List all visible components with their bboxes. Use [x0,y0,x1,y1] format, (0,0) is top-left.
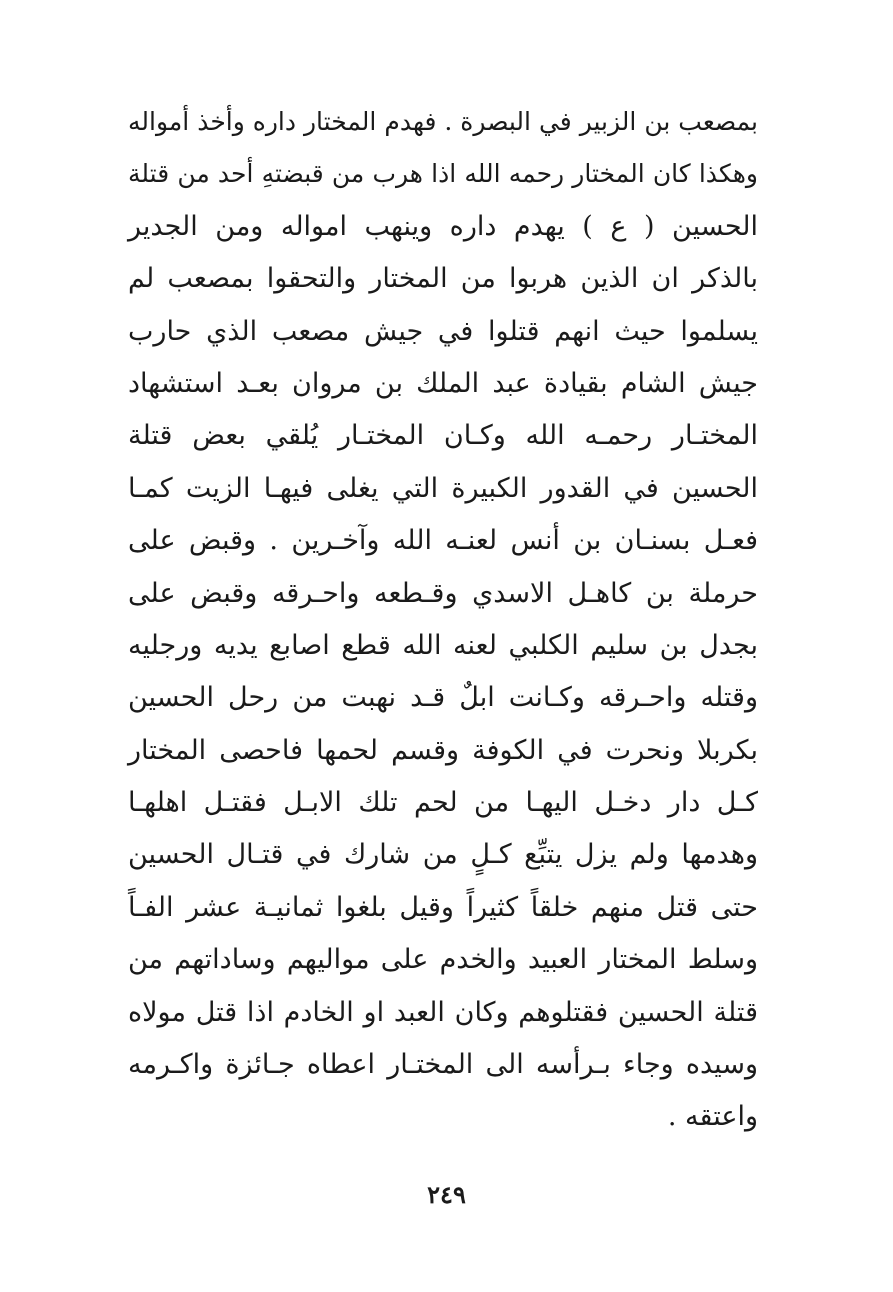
text-line: وهكذا كان المختار رحمه الله اذا هرب من قبضتهِ أحد من قتلة [128,159,758,189]
text-line: قتلة الحسين فقتلوهم وكان العبد او الخادم اذا قتل مولاه [128,996,758,1028]
text-line: جيش الشام بقيادة عبد الملك بن مروان بعـد استشهاد [128,367,758,399]
text-line: الحسين ( ع ) يهدم داره وينهب امواله ومن الجدير [128,210,758,242]
text-line: بكربلا ونحرت في الكوفة وقسم لحمها فاحصى المختار [128,734,758,766]
text-line: فعـل بسنـان بن أنس لعنـه الله وآخـرين . وقبض على [128,525,758,557]
text-line: وسيده وجاء بـرأسه الى المختـار اعطاه جـائزة واكـرمه [128,1049,758,1081]
text-line: بالذكر ان الذين هربوا من المختار والتحقوا بمصعب لم [128,263,758,295]
text-line: الحسين في القدور الكبيرة التي يغلى فيهـا الزيت كمـا [128,472,758,504]
text-line: حرملة بن كاهـل الاسدي وقـطعه واحـرقه وقبض على [128,577,758,609]
text-line: بمصعب بن الزبير في البصرة . فهدم المختار داره وأخذ أمواله [128,107,758,136]
body-text [128,96,758,1144]
page-number: ٢٤٩ [427,1180,466,1209]
text-line: وسلط المختار العبيد والخدم على مواليهم وساداتهم من [128,944,758,976]
text-line: وهدمها ولم يزل يتبِّع كـلٍ من شارك في قتـال الحسين [128,839,758,871]
text-line: بجدل بن سليم الكلبي لعنه الله قطع اصابع يديه ورجليه [128,629,758,661]
text-line: يسلموا حيث انهم قتلوا في جيش مصعب الذي حارب [128,315,758,347]
text-line: حتى قتل منهم خلقاً كثيراً وقيل بلغوا ثمانيـة عشر الفـاً [128,891,758,923]
text-line: وقتله واحـرقه وكـانت ابلٌ قـد نهبت من رحل الحسين [128,682,758,714]
text-line-last: واعتقه . [667,1101,758,1133]
text-line: كـل دار دخـل اليهـا من لحم تلك الابـل فقتـل اهلهـا [128,787,758,819]
text-line: المختـار رحمـه الله وكـان المختـار يُلقي بعض قتلة [128,420,758,452]
